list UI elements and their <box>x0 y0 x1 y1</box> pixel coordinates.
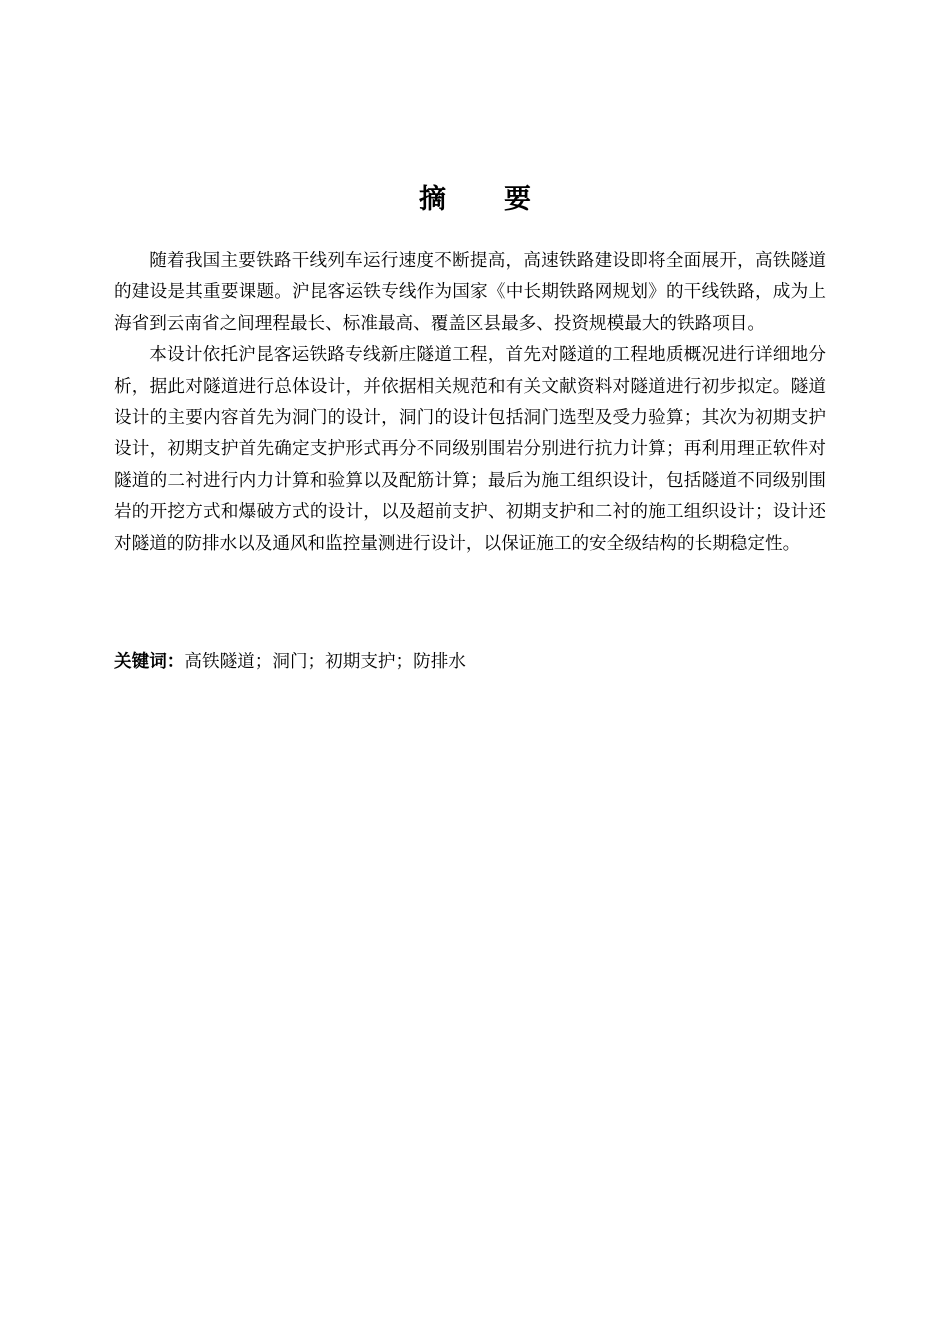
abstract-title: 摘要 <box>419 184 589 215</box>
keywords-text: 高铁隧道；洞门；初期支护；防排水 <box>184 652 466 672</box>
abstract-body <box>114 246 826 560</box>
keywords-label: 关键词： <box>114 652 185 672</box>
abstract-paragraph-1: 随着我国主要铁路干线列车运行速度不断提高，高速铁路建设即将全面展开，高铁隧道的建设是其重要课题。沪昆客运铁专线作为国家《中长期铁路网规划》的干线铁路，成为上海省到云南省之间理程最长、标准最高、覆盖区县最多、投资规模最大的铁路项目。 <box>114 251 826 334</box>
keywords-line <box>114 647 826 678</box>
abstract-paragraph-2: 本设计依托沪昆客运铁路专线新庄隧道工程，首先对隧道的工程地质概况进行详细地分析，据此对隧道进行总体设计，并依据相关规范和有关文献资料对隧道进行初步拟定。隧道设计的主要内容首先为洞门的设计，洞门的设计包括洞门选型及受力验算；其次为初期支护设计，初期支护首先确定支护形式再分不同级别围岩分别进行抗力计算；再利用理正软件对隧道的二衬进行内力计算和验算以及配筋计算；最后为施工组织设计，包括隧道不同级别围岩的开挖方式和爆破方式的设计，以及超前支护、初期支护和二衬的施工组织设计；设计还对隧道的防排水以及通风和监控量测进行设计，以保证施工的安全级结构的长期稳定性。 <box>114 345 826 554</box>
